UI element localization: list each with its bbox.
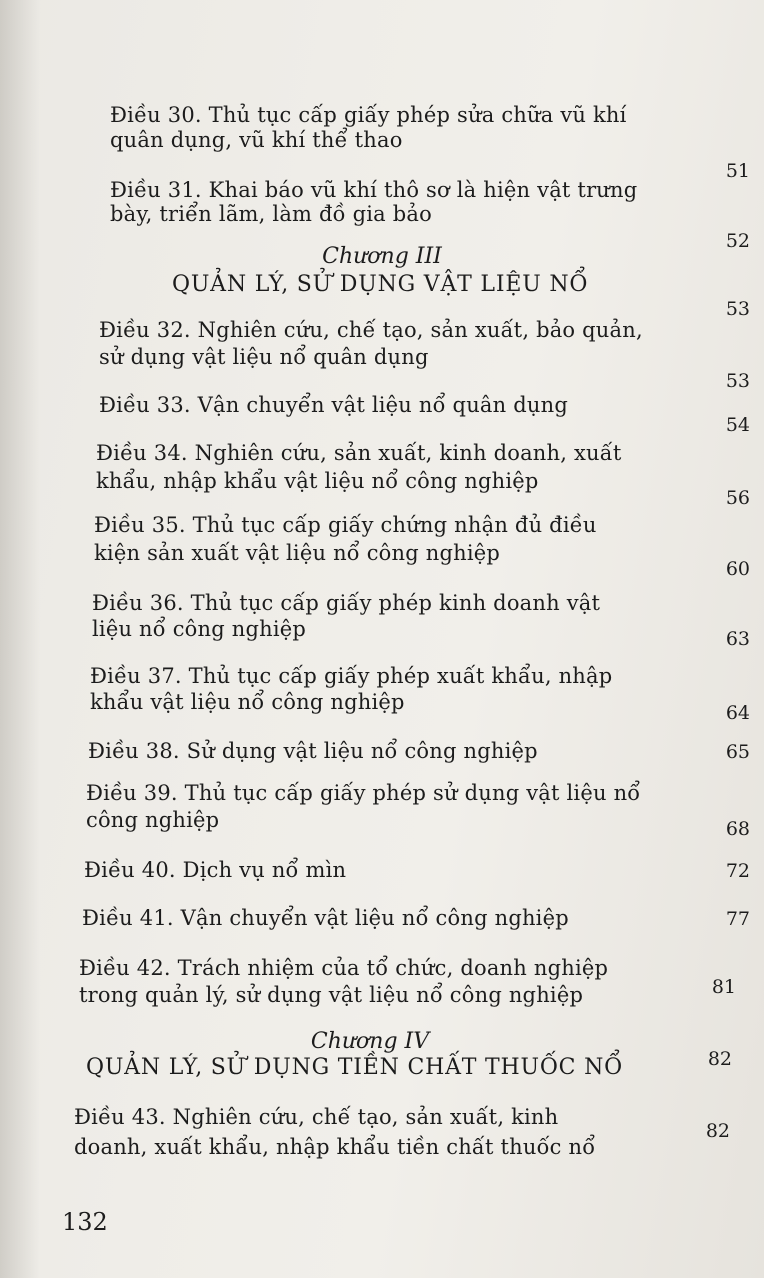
toc-entry-42-line-1: Điều 42. Trách nhiệm của tổ chức, doanh nghiệp (79, 956, 609, 980)
toc-entry-37-line-2: khẩu vật liệu nổ công nghiệp (90, 690, 405, 714)
toc-entry-31-line-2: bày, triển lãm, làm đồ gia bảo (110, 202, 432, 226)
toc-entry-30-line-2: quân dụng, vũ khí thể thao (110, 128, 403, 152)
toc-entry-43-line-1: Điều 43. Nghiên cứu, chế tạo, sản xuất, kinh (74, 1105, 559, 1129)
toc-entry-34-line-2: khẩu, nhập khẩu vật liệu nổ công nghiệp (96, 469, 539, 493)
toc-entry-36-page: 63 (725, 628, 750, 650)
toc-entry-40-line-1: Điều 40. Dịch vụ nổ mìn (84, 858, 347, 882)
toc-entry-41-line-1: Điều 41. Vận chuyển vật liệu nổ công nghiệp (82, 906, 569, 930)
toc-entry-32-line-1: Điều 32. Nghiên cứu, chế tạo, sản xuất, bảo quản, (99, 318, 643, 342)
toc-entry-39-line-2: công nghiệp (86, 808, 220, 832)
toc-entry-35-line-2: kiện sản xuất vật liệu nổ công nghiệp (94, 541, 501, 565)
toc-entry-34-page: 56 (725, 487, 750, 509)
toc-entry-33-page: 54 (725, 414, 750, 436)
toc-entry-34-line-1: Điều 34. Nghiên cứu, sản xuất, kinh doanh, xuất (96, 441, 622, 465)
toc-entry-36-line-2: liệu nổ công nghiệp (92, 617, 307, 641)
toc-entry-32-page: 53 (725, 370, 750, 392)
toc-entry-37-line-1: Điều 37. Thủ tục cấp giấy phép xuất khẩu, nhập (90, 664, 613, 688)
toc-entry-31-page: 52 (725, 230, 750, 252)
toc-entry-42-line-2: trong quản lý, sử dụng vật liệu nổ công nghiệp (79, 983, 584, 1007)
toc-entry-33-line-1: Điều 33. Vận chuyển vật liệu nổ quân dụng (99, 393, 568, 417)
toc-entry-35-page: 60 (725, 558, 750, 580)
toc-entry-31-line-1: Điều 31. Khai báo vũ khí thô sơ là hiện vật trưng (110, 178, 638, 202)
toc-entry-43-page: 82 (705, 1120, 730, 1142)
toc-entry-39-line-1: Điều 39. Thủ tục cấp giấy phép sử dụng vật liệu nổ (86, 781, 641, 805)
toc-entry-30-page: 51 (725, 160, 750, 182)
chapter-iv-label: Chương IV (310, 1029, 430, 1054)
toc-entry-38-page: 65 (725, 741, 750, 763)
chapter-iii-label: Chương III (322, 244, 442, 269)
toc-entry-32-line-2: sử dụng vật liệu nổ quân dụng (99, 345, 429, 369)
chapter-iii-page: 53 (725, 298, 750, 320)
page-shadow (0, 0, 40, 1278)
toc-entry-42-page: 81 (711, 976, 736, 998)
toc-entry-37-page: 64 (725, 702, 750, 724)
toc-entry-35-line-1: Điều 35. Thủ tục cấp giấy chứng nhận đủ điều (94, 513, 597, 537)
toc-entry-39-page: 68 (725, 818, 750, 840)
toc-entry-41-page: 77 (725, 908, 750, 930)
toc-entry-38-line-1: Điều 38. Sử dụng vật liệu nổ công nghiệp (88, 739, 538, 763)
toc-entry-40-page: 72 (725, 860, 750, 882)
chapter-iii-title: QUẢN LÝ, SỬ DỤNG VẬT LIỆU NỔ (172, 272, 589, 297)
page-number: 132 (62, 1208, 108, 1236)
toc-entry-43-line-2: doanh, xuất khẩu, nhập khẩu tiền chất thuốc nổ (74, 1135, 596, 1159)
chapter-iv-page: 82 (707, 1048, 732, 1070)
toc-entry-30-line-1: Điều 30. Thủ tục cấp giấy phép sửa chữa vũ khí (110, 103, 627, 127)
chapter-iv-title: QUẢN LÝ, SỬ DỤNG TIỀN CHẤT THUỐC NỔ (86, 1055, 623, 1080)
toc-entry-36-line-1: Điều 36. Thủ tục cấp giấy phép kinh doanh vật (92, 591, 601, 615)
